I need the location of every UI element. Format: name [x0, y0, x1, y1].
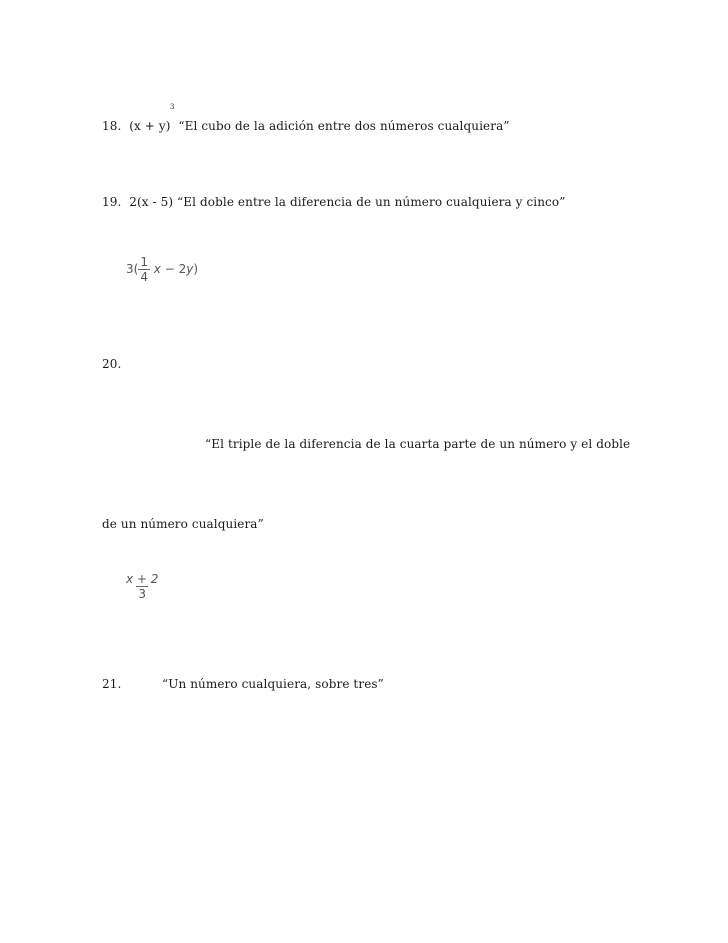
math-expression: 3( $\frac{1}{4}$ x − 2y)	[126, 255, 199, 284]
item-20	[102, 357, 121, 371]
fraction	[138, 255, 150, 284]
item-number: 21.	[102, 677, 122, 691]
exponent: 3	[170, 103, 175, 111]
fraction	[124, 572, 160, 601]
item-number: 19.	[102, 195, 122, 209]
item-20-description-line1: “El triple de la diferencia de la cuarta parte de un número y el doble	[205, 437, 631, 451]
item-20-description-line2: de un número cualquiera”	[102, 517, 264, 531]
item-expression: (x + y)	[129, 119, 171, 133]
fraction-denominator: 4	[140, 270, 148, 284]
item-21	[102, 677, 121, 691]
math-expression	[124, 572, 160, 601]
item-description: “Un número cualquiera, sobre tres”	[162, 677, 384, 691]
item-18	[102, 119, 510, 133]
item-number: 20.	[102, 357, 122, 371]
item-description: “El doble entre la diferencia de un número cualquiera y cinco”	[177, 195, 566, 209]
fraction-numerator: 1	[140, 255, 148, 269]
item-number: 18.	[102, 119, 122, 133]
fraction-numerator: x + 2	[126, 572, 159, 586]
fraction-denominator: 3	[138, 587, 147, 601]
item-19	[102, 195, 565, 209]
item-expression: 2(x - 5)	[129, 195, 174, 209]
item-description: “El cubo de la adición entre dos números cualquiera”	[178, 119, 510, 133]
